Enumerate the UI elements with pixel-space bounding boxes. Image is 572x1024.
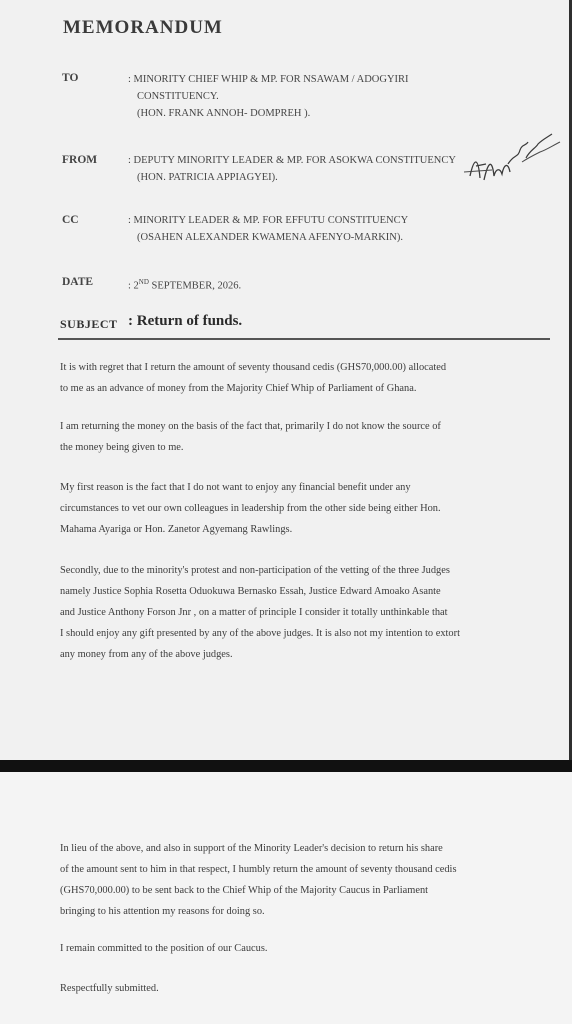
text-line: I am returning the money on the basis of the fact that, primarily I do not know the source of: [60, 421, 441, 432]
to-value: [128, 71, 548, 122]
from-label: FROM: [62, 154, 98, 166]
text-line: My first reason is the fact that I do not want to enjoy any financial benefit under any: [60, 482, 411, 493]
date-label: DATE: [62, 276, 94, 288]
text-line: (GHS70,000.00) to be sent back to the Chief Whip of the Majority Caucus in Parliament: [60, 885, 429, 896]
text-line: Respectfully submitted.: [60, 983, 159, 994]
cc-label: CC: [62, 214, 79, 226]
cc-line: (OSAHEN ALEXANDER KWAMENA AFENYO-MARKIN).: [137, 232, 403, 243]
text-line: of the amount sent to him in that respect, I humbly return the amount of seventy thousand cedis: [60, 864, 457, 875]
body-paragraph: [60, 560, 548, 665]
body-paragraph: [60, 938, 548, 959]
text-line: It is with regret that I return the amount of seventy thousand cedis (GHS70,000.00) allocated: [60, 362, 447, 373]
body-paragraph: [60, 357, 548, 399]
text-line: Secondly, due to the minority's protest and non-participation of the vetting of the three Judges: [60, 565, 450, 576]
text-line: Mahama Ayariga or Hon. Zanetor Agyemang Rawlings.: [60, 524, 293, 535]
cc-value: [128, 212, 548, 246]
text-line: In lieu of the above, and also in support of the Minority Leader's decision to return his share: [60, 843, 443, 854]
memo-page-2: [0, 772, 572, 1024]
to-line: (HON. FRANK ANNOH- DOMPREH ).: [137, 108, 311, 119]
text-line: and Justice Anthony Forson Jnr , on a matter of principle I consider it totally unthinkable that: [60, 607, 448, 618]
text-line: I should enjoy any gift presented by any of the above judges. It is also not my intention to extort: [60, 628, 460, 639]
date-suffix: ND: [138, 278, 149, 286]
handwritten-signature: [462, 128, 572, 190]
memo-title: MEMORANDUM: [63, 17, 223, 38]
text-line: any money from any of the above judges.: [60, 649, 233, 660]
date-day: : 2: [128, 280, 139, 292]
from-line: : DEPUTY MINORITY LEADER & MP. FOR ASOKWA CONSTITUENCY: [128, 155, 456, 166]
closing-line: [60, 978, 548, 999]
page-separator: [0, 760, 572, 772]
text-line: circumstances to vet our own colleagues in leadership from the other side being either Hon.: [60, 503, 441, 514]
cc-line: : MINORITY LEADER & MP. FOR EFFUTU CONSTITUENCY: [128, 215, 409, 226]
text-line: bringing to his attention my reasons for doing so.: [60, 906, 265, 917]
text-line: the money being given to me.: [60, 442, 184, 453]
text-line: to me as an advance of money from the Majority Chief Whip of Parliament of Ghana.: [60, 383, 417, 394]
to-label: TO: [62, 72, 79, 84]
text-line: I remain committed to the position of our Caucus.: [60, 943, 268, 954]
body-paragraph: [60, 477, 548, 540]
date-month-year: SEPTEMBER, 2026.: [148, 280, 242, 292]
text-line: namely Justice Sophia Rosetta Oduokuwa Bernasko Essah, Justice Edward Amoako Asante: [60, 586, 441, 597]
from-line: (HON. PATRICIA APPIAGYEI).: [137, 172, 278, 183]
body-paragraph: [60, 838, 548, 922]
body-paragraph: [60, 416, 548, 458]
to-line: : MINORITY CHIEF WHIP & MP. FOR NSAWAM / ADOGYIRI: [128, 74, 409, 85]
subject-value: : Return of funds.: [128, 313, 243, 329]
subject-label: SUBJECT: [60, 317, 118, 331]
date-value: [128, 274, 548, 295]
subject-divider: [58, 338, 550, 340]
to-line: CONSTITUENCY.: [137, 91, 219, 102]
